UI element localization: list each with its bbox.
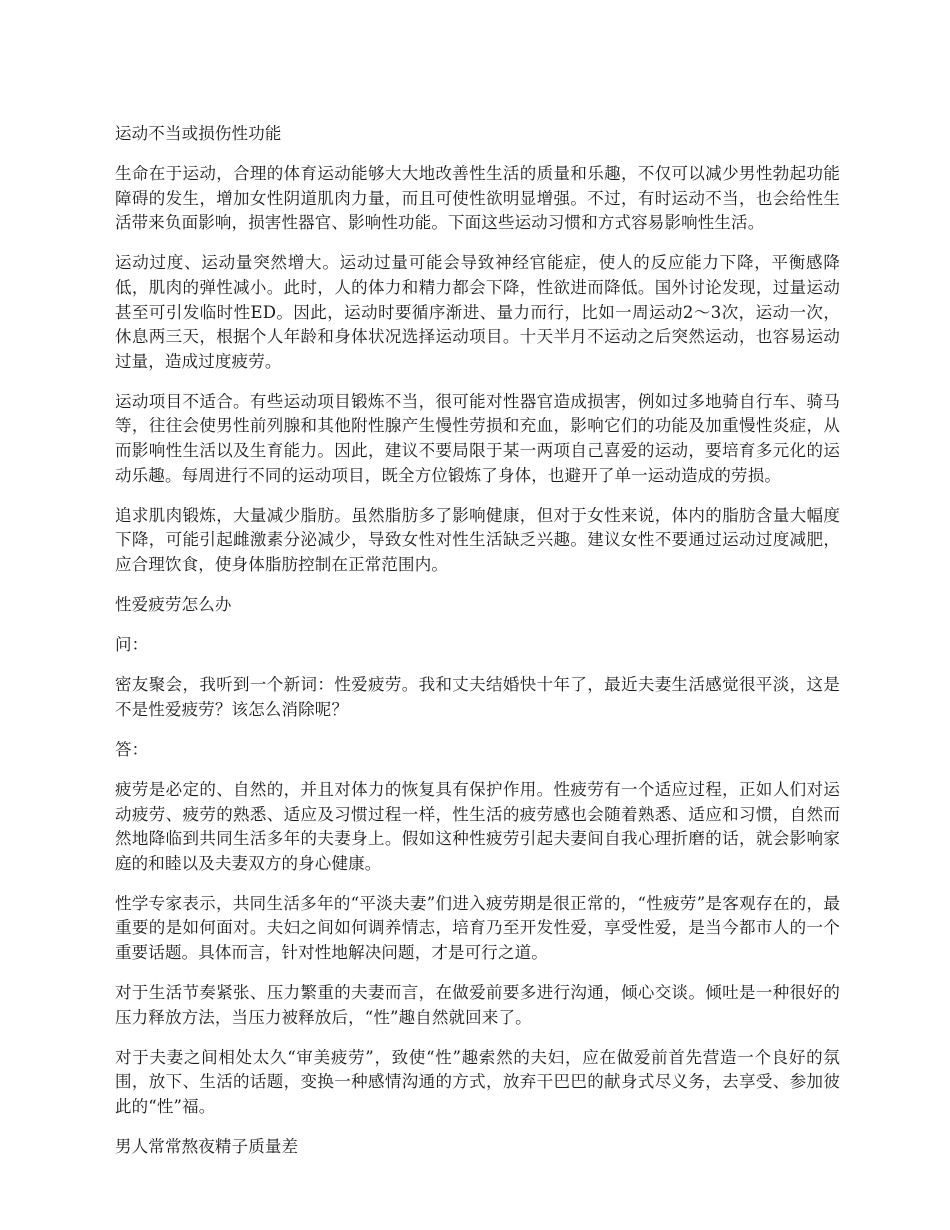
answer-label: 答： (115, 739, 149, 759)
answer-paragraph-1: 疲劳是必定的、自然的，并且对体力的恢复具有保护作用。性疲劳有一个适应过程，正如人们对运动疲劳、疲劳的熟悉、适应及习惯过程一样，性生活的疲劳感也会随着熟悉、适应和习惯，自然而然地降临到共同生活多年的夫妻身上。假如这种性疲劳引起夫妻间自我心理折磨的话，就会影响家庭的和睦以及夫妻双方的身心健康。 (115, 779, 840, 873)
muscle-fat-paragraph: 追求肌肉锻炼，大量减少脂肪。虽然脂肪多了影响健康，但对于女性来说，体内的脂肪含量大幅度下降，可能引起雌激素分泌减少，导致女性对性生活缺乏兴趣。建议女性不要通过运动过度减肥，应合理饮食，使身体脂肪控制在正常范围内。 (115, 505, 840, 574)
section-title-late-nights: 男人常常熬夜精子质量差 (115, 1137, 299, 1157)
answer-paragraph-4: 对于夫妻之间相处太久“审美疲劳”，致使“性”趣索然的夫妇，应在做爱前首先营造一个良好的氛围，放下、生活的话题，变换一种感情沟通的方式，放弃干巴巴的献身式尽义务，去享受、参加彼此的“性”福。 (115, 1047, 840, 1116)
unsuitable-sport-paragraph: 运动项目不适合。有些运动项目锻炼不当，很可能对性器官造成损害，例如过多地骑自行车、骑马等，往往会使男性前列腺和其他附性腺产生慢性劳损和充血，影响它们的功能及加重慢性炎症，从而影响性生活以及生育能力。因此，建议不要局限于某一两项自己喜爱的运动，要培育多元化的运动乐趣。每周进行不同的运动项目，既全方位锻炼了身体，也避开了单一运动造成的劳损。 (115, 391, 840, 485)
document-page (115, 122, 840, 1175)
question-paragraph: 密友聚会，我听到一个新词：性爱疲劳。我和丈夫结婚快十年了，最近夫妻生活感觉很平淡，这是不是性爱疲劳？该怎么消除呢？ (115, 675, 840, 719)
question-label: 问： (115, 635, 149, 655)
answer-paragraph-2: 性学专家表示，共同生活多年的“平淡夫妻”们进入疲劳期是很正常的，“性疲劳”是客观存在的，最重要的是如何面对。夫妇之间如何调养情志，培育乃至开发性爱，享受性爱，是当今都市人的一个重要话题。具体而言，针对性地解决问题，才是可行之道。 (115, 893, 840, 963)
section-title-sex-fatigue: 性爱疲劳怎么办 (115, 595, 232, 614)
intro-paragraph: 生命在于运动，合理的体育运动能够大大地改善性生活的质量和乐趣，不仅可以减少男性勃起功能障碍的发生，增加女性阴道肌肉力量，而且可使性欲明显增强。不过，有时运动不当，也会给性生活带来负面影响，损害性器官、影响性功能。下面这些运动习惯和方式容易影响性生活。 (115, 164, 840, 233)
overexercise-paragraph: 运动过度、运动量突然增大。运动过量可能会导致神经官能症，使人的反应能力下降，平衡感降低，肌肉的弹性减小。此时，人的体力和精力都会下降，性欲进而降低。国外讨论发现，过量运动甚至可引发临时性ED。因此，运动时要循序渐进、量力而行，比如一周运动2～3次，运动一次，休息两三天，根据个人年龄和身体状况选择运动项目。十天半月不运动之后突然运动，也容易运动过量，造成过度疲劳。 (115, 253, 840, 371)
answer-paragraph-3: 对于生活节奏紧张、压力繁重的夫妻而言，在做爱前要多进行沟通，倾心交谈。倾吐是一种很好的压力释放方法，当压力被释放后，“性”趣自然就回来了。 (115, 983, 840, 1027)
section-title-sports-injury: 运动不当或损伤性功能 (115, 124, 282, 143)
